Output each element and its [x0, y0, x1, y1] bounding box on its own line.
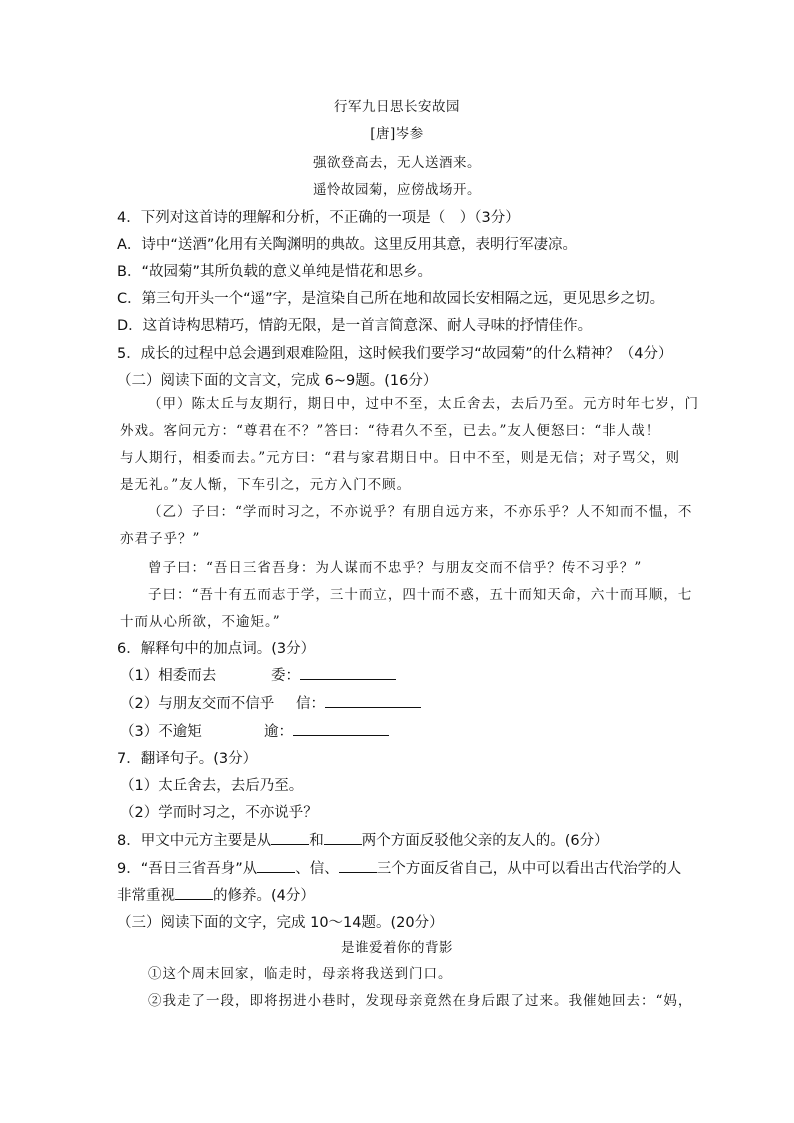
yi-line-5: 十而从心所欲，不逾矩。”: [120, 614, 281, 630]
q6-stem: 6．解释句中的加点词。(3分）: [117, 641, 316, 657]
q6-item-3-answer-blank[interactable]: [293, 734, 389, 736]
q4-option-d: D．这首诗构思精巧，情韵无限，是一首言简意深、耐人寻味的抒情佳作。: [117, 318, 593, 334]
jia-line-3: 与人期行，相委而去。”元方曰：“君与家君期日中。日中不至，则是无信；对子骂父，则: [120, 450, 681, 466]
yi-line-3: 曾子曰：“吾日三省吾身：为人谋而不忠乎？与朋友交而不信乎？传不习乎？”: [148, 560, 643, 576]
q6-item-1-answer-blank[interactable]: [300, 678, 396, 680]
q4-option-c: C．第三句开头一个“遥”字，是渲染自己所在地和故园长安相隔之远，更见思乡之切。: [117, 291, 665, 307]
q4-stem: 4．下列对这首诗的理解和分析，不正确的一项是（ ）（3分）: [117, 210, 520, 226]
jia-line-1: （甲）陈太丘与友期行，期日中，过中不至，太丘舍去，去后乃至。元方时年七岁，门: [148, 396, 699, 412]
q6-item-3-word: 逾：: [264, 720, 389, 741]
q8-blank-1[interactable]: [271, 843, 309, 845]
q9-stem-line-1: 9．“吾日三省吾身”从 、信、 三个方面反省自己，从中可以看出古代治学的人: [117, 861, 682, 877]
jia-line-4: 是无礼。”友人惭，下车引之，元方入门不顾。: [120, 477, 412, 493]
q6-item-1: （1）相委而去: [120, 668, 217, 684]
q6-item-2: （2）与朋友交而不信乎: [120, 696, 275, 712]
yi-line-1: （乙）子曰：“学而时习之，不亦说乎？有朋自远方来，不亦乐乎？人不知而不愠，不: [148, 504, 693, 520]
q6-item-1-word: 委：: [271, 664, 396, 685]
section3-para-1: ①这个周末回家，临走时，母亲将我送到门口。: [148, 966, 453, 982]
yi-line-4: 子曰：“吾十有五而志于学，三十而立，四十而不惑，五十而知天命，六十而耳顺，七: [148, 587, 693, 603]
q6-item-3: （3）不逾矩: [120, 724, 202, 740]
q7-item-1: （1）太丘舍去，去后乃至。: [120, 778, 304, 794]
poem-title: 行军九日思长安故园: [334, 99, 460, 115]
section3-heading: （三）阅读下面的文字，完成 10～14题。(20分）: [117, 915, 444, 931]
jia-line-2: 外戏。客问元方：“尊君在不？”答曰：“待君久不至，已去。”友人便怒曰：“非人哉！: [120, 423, 661, 439]
q9-stem-line-2: 非常重视 的修养。(4分）: [117, 888, 315, 904]
q9-blank-3[interactable]: [175, 898, 213, 900]
section2-heading: （二）阅读下面的文言文，完成 6~9题。(16分）: [117, 373, 438, 389]
section3-title: 是谁爱着你的背影: [341, 940, 453, 956]
q9-blank-1[interactable]: [257, 871, 295, 873]
q4-option-b: B．“故园菊”其所负载的意义单纯是惜花和思乡。: [117, 264, 432, 280]
q7-stem: 7．翻译句子。(3分）: [117, 751, 258, 767]
q6-item-2-word: 信：: [296, 692, 421, 713]
q9-blank-2[interactable]: [339, 871, 377, 873]
yi-line-2: 亦君子乎？”: [120, 531, 201, 547]
poem-line-2: 遥怜故园菊，应傍战场开。: [313, 182, 481, 198]
q4-option-a: A．诗中“送酒”化用有关陶渊明的典故。这里反用其意，表明行军凄凉。: [117, 237, 577, 253]
poem-line-1: 强欲登高去，无人送酒来。: [313, 155, 481, 171]
q5-stem: 5．成长的过程中总会遇到艰难险阻，这时候我们要学习“故园菊”的什么精神？（4分）: [117, 346, 673, 362]
q8-stem: 8．甲文中元方主要是从 和 两个方面反驳他父亲的友人的。(6分）: [117, 833, 609, 849]
poem-author: [唐]岑参: [370, 126, 424, 142]
section3-para-2: ②我走了一段，即将拐进小巷时，发现母亲竟然在身后跟了过来。我催她回去：“妈，: [148, 993, 693, 1009]
q6-item-2-answer-blank[interactable]: [325, 706, 421, 708]
q7-item-2: （2）学而时习之，不亦说乎？: [120, 805, 318, 821]
q8-blank-2[interactable]: [324, 843, 362, 845]
